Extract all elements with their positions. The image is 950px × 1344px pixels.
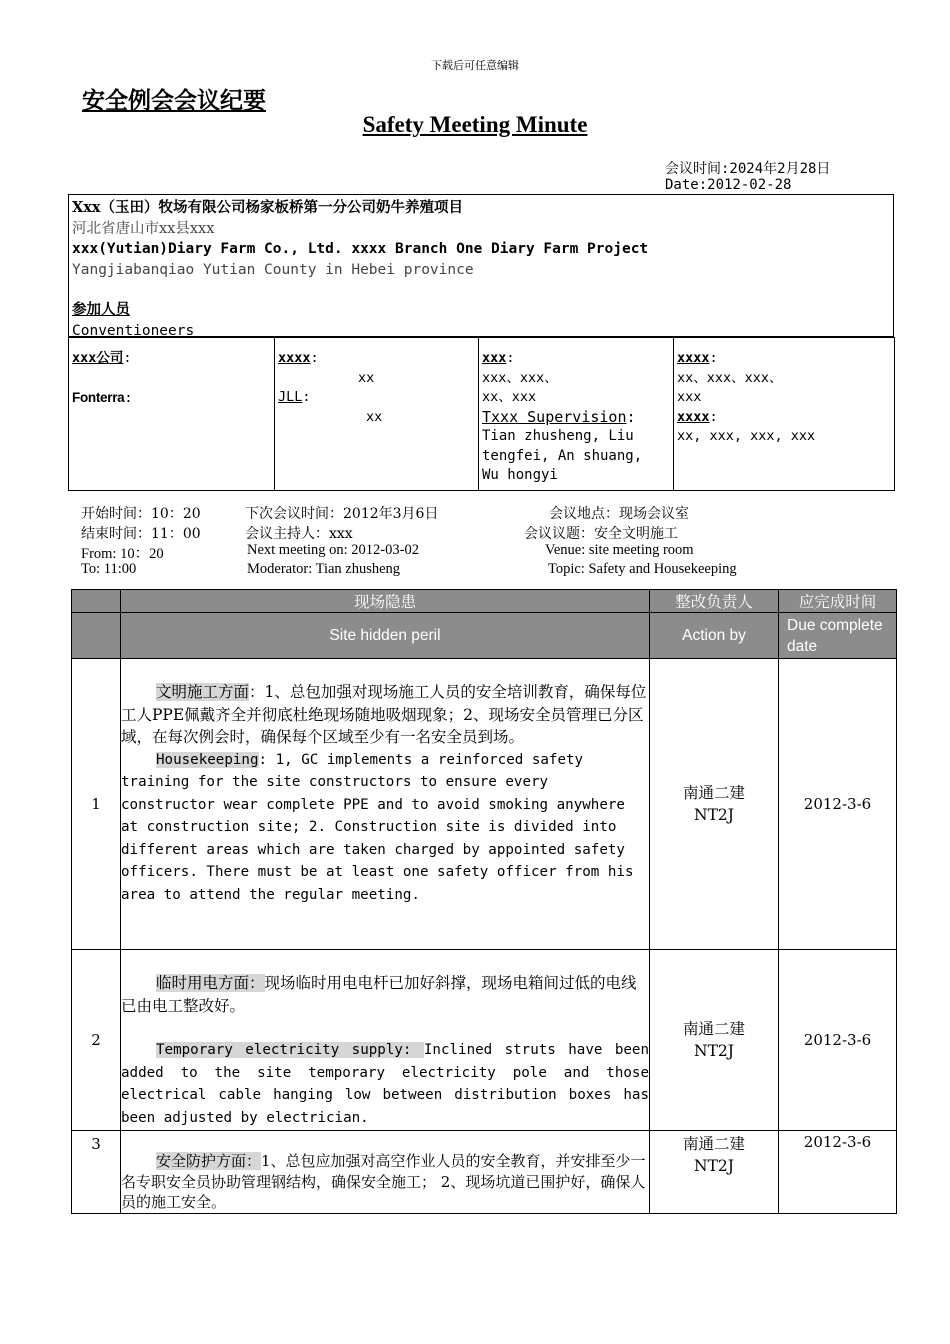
next-meeting-cn: 下次会议时间：2012年3月6日 bbox=[245, 506, 439, 522]
topic-en: Topic: Safety and Housekeeping bbox=[548, 561, 737, 577]
table-row bbox=[72, 950, 897, 1131]
attendee-org-label: Fonterra bbox=[72, 390, 125, 405]
attendee-names: xxx、xxx、 bbox=[482, 369, 558, 386]
colon: : bbox=[302, 389, 311, 405]
description-text: : 1, GC implements a reinforced safety training for the site constructors to ensure every constructor wear complete PPE and to avoid smoking anywhere at construction site; 2. Construction site is divided into different areas which are taken charged by appointed safety officers. There must be at least one safety officer from his area to attend the regular meeting. bbox=[121, 751, 634, 903]
colon: : bbox=[123, 350, 132, 366]
attendee-names: xx bbox=[358, 369, 375, 386]
attendee-names: xx bbox=[366, 408, 383, 425]
attendee-names: xx, xxx, xxx, xxx bbox=[677, 428, 816, 444]
due-date: 2012-3-6 bbox=[779, 1131, 897, 1214]
attendee-names: Wu hongyi bbox=[482, 467, 558, 483]
venue-en: Venue: site meeting room bbox=[545, 542, 694, 558]
project-info-box bbox=[68, 194, 894, 337]
colon: : bbox=[709, 350, 718, 366]
attendees-table bbox=[68, 337, 895, 491]
due-date: 2012-3-6 bbox=[779, 659, 897, 950]
attendee-names: xx、xxx、xxx、 bbox=[677, 369, 783, 386]
description-text: 现场临时用电电杆已加好斜撑，现场电箱间过低的电线已由电工整改好。 bbox=[121, 974, 637, 1015]
project-address-cn: 河北省唐山市xx县xxx bbox=[72, 220, 215, 237]
attendee-org-label: xxxx bbox=[677, 350, 710, 366]
header-note: 下载后可任意编辑 bbox=[431, 59, 519, 72]
attendee-org-label: xxxx bbox=[677, 408, 710, 425]
action-by-en: NT2J bbox=[694, 1157, 734, 1175]
description-cn bbox=[121, 1151, 649, 1213]
action-by-en: NT2J bbox=[694, 806, 734, 824]
highlight-label: Housekeeping bbox=[156, 751, 259, 768]
row-number: 3 bbox=[72, 1131, 121, 1214]
description-text: 1、总包应加强对高空作业人员的安全教育，并安排至少一名专职安全员协助管理钢结构，确保安全施工； 2、现场坑道已围护好，确保人员的施工安全。 bbox=[121, 1152, 646, 1211]
document-title-en: Safety Meeting Minute bbox=[362, 112, 588, 137]
table-row bbox=[72, 659, 897, 950]
attendee-org-label: Txxx Supervision bbox=[482, 407, 627, 426]
attendees-col-2 bbox=[275, 338, 479, 491]
table-header-peril-en: Site hidden peril bbox=[121, 613, 650, 659]
table-header-action-cn: 整改负责人 bbox=[650, 590, 779, 613]
attendee-org-label: xxx公司 bbox=[72, 350, 124, 366]
project-name-cn: Xxx（玉田）牧场有限公司杨家板桥第一分公司奶牛养殖项目 bbox=[72, 199, 464, 216]
row-description bbox=[121, 1131, 650, 1214]
highlight-label: Temporary electricity supply: bbox=[156, 1042, 424, 1058]
action-by bbox=[650, 950, 779, 1131]
action-by bbox=[650, 1131, 779, 1214]
attendee-org-label: xxx bbox=[482, 350, 507, 366]
colon: : bbox=[310, 350, 319, 366]
attendee-names: xxx bbox=[677, 389, 702, 405]
row-description bbox=[121, 950, 650, 1131]
attendee-names: tengfei, An shuang, bbox=[482, 447, 643, 464]
start-time-en: From: 10：20 bbox=[81, 546, 164, 562]
table-header-peril-cn: 现场隐患 bbox=[121, 590, 650, 613]
highlight-label: 安全防护方面： bbox=[156, 1152, 262, 1170]
document-title-cn: 安全例会会议纪要 bbox=[82, 88, 266, 114]
table-header-blank bbox=[72, 613, 121, 659]
topic-cn: 会议议题：安全文明施工 bbox=[524, 526, 678, 542]
attendee-names: Tian zhusheng, Liu bbox=[482, 428, 634, 444]
table-header-row-cn bbox=[72, 590, 897, 613]
colon: : bbox=[124, 390, 133, 406]
description-cn bbox=[121, 972, 649, 1017]
attendees-col-4 bbox=[674, 338, 895, 491]
venue-cn: 会议地点：现场会议室 bbox=[549, 506, 689, 522]
colon: : bbox=[626, 407, 636, 426]
table-header-blank bbox=[72, 590, 121, 613]
attendee-names: xx、xxx bbox=[482, 389, 537, 405]
moderator-en: Moderator: Tian zhusheng bbox=[247, 561, 401, 577]
attendees-col-3 bbox=[479, 338, 674, 491]
table-row bbox=[72, 1131, 897, 1214]
description-text: ：1、总包加强对现场施工人员的安全培训教育，确保每位工人PPE佩戴齐全并彻底杜绝现场随地吸烟现象；2、现场安全员管理已分区域，在每次例会时，确保每个区域至少有一名安全员到场。 bbox=[121, 683, 647, 746]
table-header-due-cn: 应完成时间 bbox=[779, 590, 897, 613]
next-meeting-en: Next meeting on: 2012-03-02 bbox=[247, 542, 419, 558]
due-date: 2012-3-6 bbox=[779, 950, 897, 1131]
table-header-row-en bbox=[72, 613, 897, 659]
project-name-en: xxx(Yutian)Diary Farm Co., Ltd. xxxx Branch One Diary Farm Project bbox=[72, 241, 649, 257]
project-address-en: Yangjiabanqiao Yutian County in Hebei province bbox=[72, 261, 474, 278]
attendees-heading-cn: 参加人员 bbox=[72, 301, 130, 318]
description-en bbox=[121, 749, 649, 907]
hazard-table bbox=[71, 589, 897, 1214]
description-en bbox=[121, 1039, 649, 1129]
row-description bbox=[121, 659, 650, 950]
action-by-en: NT2J bbox=[694, 1042, 734, 1060]
meeting-date-en: Date:2012-02-28 bbox=[665, 177, 792, 193]
meeting-time-cn: 会议时间:2024年2月28日 bbox=[665, 161, 831, 177]
table-header-action-en: Action by bbox=[650, 613, 779, 659]
attendees-heading-en: Conventioneers bbox=[72, 322, 195, 339]
action-by-cn: 南通二建 bbox=[682, 1135, 745, 1153]
action-by bbox=[650, 659, 779, 950]
attendee-org-label: JLL bbox=[278, 389, 303, 405]
end-time-en: To: 11:00 bbox=[81, 561, 137, 577]
start-time-cn: 开始时间：10：20 bbox=[81, 506, 201, 522]
table-header-due-en: Due complete date bbox=[779, 613, 897, 659]
description-cn bbox=[121, 681, 649, 749]
moderator-cn: 会议主持人：xxx bbox=[245, 526, 353, 542]
attendees-col-1 bbox=[69, 338, 275, 491]
end-time-cn: 结束时间：11：00 bbox=[81, 526, 201, 542]
colon: : bbox=[709, 408, 718, 425]
highlight-label: 文明施工方面 bbox=[156, 683, 250, 701]
row-number: 1 bbox=[72, 659, 121, 950]
highlight-label: 临时用电方面： bbox=[156, 974, 265, 992]
action-by-cn: 南通二建 bbox=[682, 784, 745, 802]
attendee-org-label: xxxx bbox=[278, 350, 311, 366]
action-by-cn: 南通二建 bbox=[682, 1020, 745, 1038]
description-text: Inclined struts have been added to the site temporary electricity pole and those electrical cable hanging low between distribution boxes has been adjusted by electrician. bbox=[121, 1042, 650, 1126]
colon: : bbox=[506, 350, 515, 366]
row-number: 2 bbox=[72, 950, 121, 1131]
